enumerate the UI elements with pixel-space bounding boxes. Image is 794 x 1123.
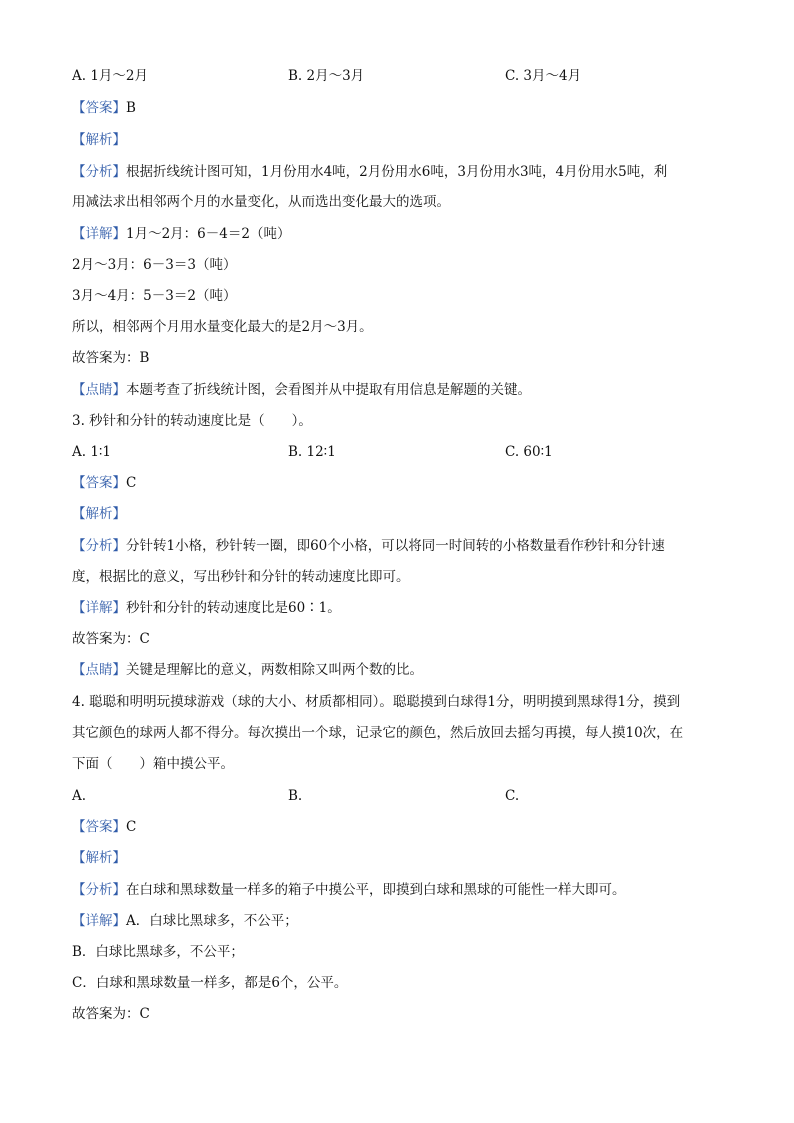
q4-xiangjie-line-1	[72, 911, 298, 931]
q4-option-c: C.	[505, 788, 520, 804]
fenxi-text: 在白球和黑球数量一样多的箱子中摸公平，即摸到白球和黑球的可能性一样大即可。	[126, 882, 626, 898]
q4-analysis-heading	[72, 848, 126, 868]
q2-option-b: B. 2月～3月	[288, 68, 365, 84]
dianjing-text: 本题考查了折线统计图，会看图并从中提取有用信息是解题的关键。	[126, 382, 531, 398]
q3-answer	[72, 473, 136, 493]
q2-final-answer: 故答案为：B	[72, 350, 150, 366]
q2-analysis-heading	[72, 130, 126, 150]
q4-question-line-1: 4. 聪聪和明明玩摸球游戏（球的大小、材质都相同）。聪聪摸到白球得1分，明明摸到黑球得1分，摸到	[72, 694, 681, 710]
analysis-tag: 【解析】	[72, 506, 126, 522]
analysis-tag: 【解析】	[72, 850, 126, 866]
q2-fenxi-line-1	[72, 162, 667, 182]
xiangjie-text: 秒针和分针的转动速度比是60∶1。	[126, 600, 341, 616]
q2-answer	[72, 98, 136, 118]
dianjing-tag: 【点睛】	[72, 382, 126, 398]
q3-fenxi-line-1	[72, 536, 665, 556]
xiangjie-text: A．白球比黑球多，不公平；	[126, 913, 298, 929]
q3-option-c: C. 60∶1	[505, 444, 553, 460]
q3-option-a: A. 1∶1	[72, 444, 112, 460]
q2-option-a: A. 1月～2月	[72, 68, 149, 84]
q4-option-a: A.	[72, 788, 87, 804]
q4-fenxi	[72, 880, 626, 900]
q4-question-line-2: 其它颜色的球两人都不得分。每次摸出一个球，记录它的颜色，然后放回去摇匀再摸，每人摸10次，在	[72, 725, 684, 741]
q2-dianjing	[72, 380, 531, 400]
q2-xiangjie-line-2: 2月～3月：6－3＝3（吨）	[72, 257, 237, 273]
xiangjie-tag: 【详解】	[72, 913, 126, 929]
q2-xiangjie-line-1	[72, 224, 290, 244]
q4-answer	[72, 817, 136, 837]
answer-value: C	[126, 819, 137, 835]
q2-option-c: C. 3月～4月	[505, 68, 582, 84]
answer-tag: 【答案】	[72, 475, 126, 491]
answer-value: C	[126, 475, 137, 491]
xiangjie-tag: 【详解】	[72, 600, 126, 616]
xiangjie-tag: 【详解】	[72, 226, 126, 242]
fenxi-tag: 【分析】	[72, 882, 126, 898]
q4-final-answer: 故答案为：C	[72, 1006, 150, 1022]
q2-xiangjie-line-4: 所以，相邻两个月用水量变化最大的是2月～3月。	[72, 319, 373, 335]
q3-xiangjie	[72, 598, 341, 618]
fenxi-text: 根据折线统计图可知，1月份用水4吨，2月份用水6吨，3月份用水3吨，4月份用水5吨，利	[126, 164, 668, 180]
q3-final-answer: 故答案为：C	[72, 631, 150, 647]
q2-xiangjie-line-3: 3月～4月：5－3＝2（吨）	[72, 288, 237, 304]
answer-tag: 【答案】	[72, 100, 126, 116]
analysis-tag: 【解析】	[72, 132, 126, 148]
q4-xiangjie-line-3: C．白球和黑球数量一样多，都是6个，公平。	[72, 975, 348, 991]
fenxi-tag: 【分析】	[72, 164, 126, 180]
q3-option-b: B. 12∶1	[288, 444, 336, 460]
answer-tag: 【答案】	[72, 819, 126, 835]
q3-question: 3. 秒针和分针的转动速度比是（ ）。	[72, 413, 312, 429]
q2-fenxi-line-2: 用减法求出相邻两个月的水量变化，从而选出变化最大的选项。	[72, 194, 450, 210]
q4-xiangjie-line-2: B．白球比黑球多，不公平；	[72, 944, 244, 960]
fenxi-text: 分针转1小格，秒针转一圈，即60个小格，可以将同一时间转的小格数量看作秒针和分针速	[126, 538, 665, 554]
q4-option-b: B.	[288, 788, 303, 804]
q3-analysis-heading	[72, 504, 126, 524]
q4-question-line-3: 下面（ ）箱中摸公平。	[72, 756, 234, 772]
xiangjie-text: 1月～2月：6－4＝2（吨）	[126, 226, 291, 242]
answer-value: B	[126, 100, 136, 116]
q3-fenxi-line-2: 度，根据比的意义，写出秒针和分针的转动速度比即可。	[72, 569, 410, 585]
q3-dianjing	[72, 660, 423, 680]
dianjing-tag: 【点睛】	[72, 662, 126, 678]
fenxi-tag: 【分析】	[72, 538, 126, 554]
dianjing-text: 关键是理解比的意义，两数相除又叫两个数的比。	[126, 662, 423, 678]
